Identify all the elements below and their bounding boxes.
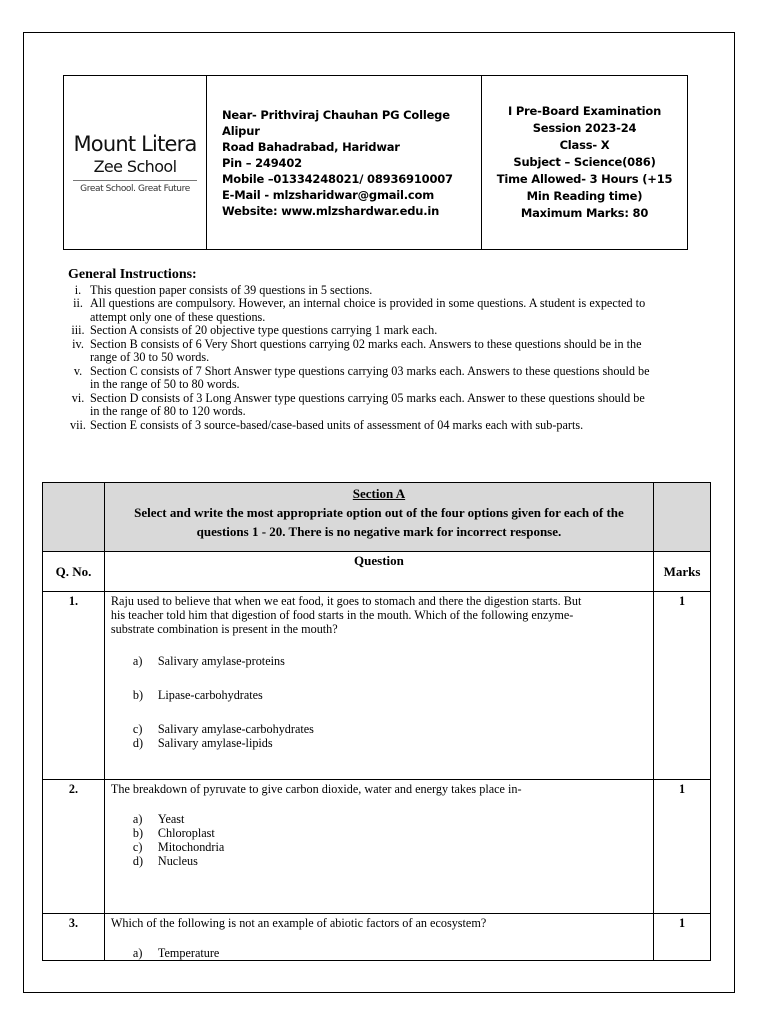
instruction-item-cont [46, 405, 726, 419]
option-letter: d) [132, 736, 144, 750]
instruction-text: Section C consists of 7 Short Answer type questions carrying 03 marks each. Answers to these questions should be [90, 363, 650, 378]
section-header-blank [654, 483, 711, 552]
address-line: Road Bahadrabad, Haridwar [222, 139, 400, 154]
question-number: 3. [43, 914, 105, 961]
option-text: Chloroplast [157, 826, 215, 840]
question-marks: 1 [654, 592, 711, 780]
instruction-number [46, 311, 90, 325]
instruction-text: This question paper consists of 39 questions in 5 sections. [90, 282, 373, 297]
question-text: substrate combination is present in the mouth? [110, 622, 338, 636]
section-header [104, 483, 653, 552]
qno-column-header: Q. No. [43, 552, 105, 592]
section-header-blank [43, 483, 105, 552]
exam-name: I Pre-Board Examination [507, 104, 662, 118]
question-row [43, 780, 711, 914]
option-text: Nucleus [157, 854, 198, 868]
answer-option [111, 688, 647, 702]
instruction-text: in the range of 80 to 120 words. [90, 404, 246, 418]
website: Website: www.mlzshardwar.edu.in [222, 203, 440, 218]
logo-name: Mount Litera [73, 131, 197, 156]
answer-option [111, 736, 647, 750]
question-number: 2. [43, 780, 105, 914]
exam-time: Time Allowed- 3 Hours (+15 [496, 172, 673, 186]
question-content [104, 592, 653, 780]
instruction-number: iv. [72, 336, 84, 351]
answer-option [111, 722, 647, 736]
question-content [104, 914, 653, 961]
instruction-item [46, 365, 726, 379]
school-logo [64, 76, 207, 249]
pin-code: Pin – 249402 [222, 155, 302, 170]
instruction-number: vii. [70, 417, 86, 432]
instruction-text: All questions are compulsory. However, an internal choice is provided in some questions. A student is expected to [90, 296, 646, 310]
instruction-text: Section D consists of 3 Long Answer type questions carrying 05 marks each. Answer to these questions should be [90, 390, 645, 405]
instruction-number: i. [74, 282, 82, 297]
instruction-text: in the range of 50 to 80 words. [90, 377, 240, 391]
school-address [207, 76, 482, 249]
option-letter: d) [132, 854, 144, 868]
exam-session: Session 2023-24 [532, 121, 637, 135]
instruction-text: Section A consists of 20 objective type questions carrying 1 mark each. [90, 323, 438, 337]
option-letter: a) [132, 946, 143, 960]
instruction-item [46, 338, 726, 352]
option-letter: c) [132, 722, 143, 736]
question-content [104, 780, 653, 914]
instruction-number: ii. [73, 296, 83, 310]
question-row [43, 592, 711, 780]
answer-option [111, 826, 647, 840]
answer-option [111, 946, 647, 960]
instruction-item [46, 419, 726, 433]
option-letter: b) [132, 688, 144, 702]
instruction-number: vi. [71, 390, 85, 405]
school-header [63, 75, 688, 250]
option-letter: a) [132, 812, 143, 826]
instruction-item [46, 284, 726, 298]
logo-subname: Zee School [93, 156, 177, 176]
question-row [43, 914, 711, 961]
answer-option [111, 812, 647, 826]
instruction-item [46, 324, 726, 338]
question-marks: 1 [654, 780, 711, 914]
instruction-item-cont [46, 351, 726, 365]
question-text: The breakdown of pyruvate to give carbon dioxide, water and energy takes place in- [110, 782, 522, 796]
section-instruction-cont: questions 1 - 20. There is no negative mark for incorrect response. [196, 524, 562, 539]
option-letter: c) [132, 840, 143, 854]
option-text: Salivary amylase-carbohydrates [157, 722, 314, 736]
question-text: Which of the following is not an example of abiotic factors of an ecosystem? [110, 916, 487, 930]
instruction-text: Section E consists of 3 source-based/case-based units of assessment of 04 marks each with sub-parts. [90, 417, 584, 432]
question-text: Raju used to believe that when we eat food, it goes to stomach and there the digestion starts. But [110, 594, 582, 608]
instruction-text: range of 30 to 50 words. [90, 350, 210, 364]
exam-max-marks: Maximum Marks: 80 [520, 206, 649, 220]
question-marks: 1 [654, 914, 711, 961]
instruction-item-cont [46, 311, 726, 325]
mobile-number: Mobile –01334248021/ 08936910007 [222, 171, 453, 186]
option-text: Salivary amylase-proteins [157, 654, 285, 668]
instructions-title: General Instructions: [68, 267, 197, 282]
instruction-text: attempt only one of these questions. [90, 309, 266, 324]
questions-table [42, 482, 711, 961]
instruction-number: v. [73, 363, 83, 378]
instruction-item-cont [46, 378, 726, 392]
exam-subject: Subject – Science(086) [513, 155, 656, 169]
instruction-text: Section B consists of 6 Very Short questions carrying 02 marks each. Answers to these questions should be in the [90, 336, 642, 351]
instruction-item [46, 297, 726, 311]
answer-option [111, 654, 647, 668]
column-header-row [43, 552, 711, 592]
address-line: Near- Prithviraj Chauhan PG College Alipur [222, 107, 450, 138]
exam-time-cont: Min Reading time) [526, 189, 643, 203]
option-text: Lipase-carbohydrates [157, 688, 263, 702]
exam-class: Class- X [559, 138, 610, 152]
section-header-row [43, 483, 711, 552]
instruction-number [46, 405, 90, 419]
marks-column-header: Marks [654, 552, 711, 592]
section-title: Section A [352, 486, 406, 501]
instruction-number: iii. [71, 323, 85, 337]
question-number: 1. [43, 592, 105, 780]
section-instruction: Select and write the most appropriate option out of the four options given for each of the [134, 505, 624, 520]
option-text: Mitochondria [157, 840, 225, 854]
email-address: E-Mail - mlzsharidwar@gmail.com [222, 187, 435, 202]
option-text: Salivary amylase-lipids [157, 736, 273, 750]
exam-details [482, 76, 687, 249]
option-text: Yeast [157, 812, 185, 826]
answer-option [111, 854, 647, 868]
option-letter: a) [132, 654, 143, 668]
option-text: Temperature [157, 946, 220, 960]
logo-divider [73, 180, 197, 181]
logo-tagline: Great School. Great Future [80, 183, 190, 194]
question-text: his teacher told him that digestion of food starts in the mouth. Which of the following enzyme- [110, 608, 574, 622]
general-instructions [46, 268, 726, 432]
instruction-number [46, 351, 90, 365]
answer-option [111, 840, 647, 854]
option-letter: b) [132, 826, 144, 840]
instruction-item [46, 392, 726, 406]
question-column-header: Question [104, 552, 653, 592]
instruction-number [46, 378, 90, 392]
